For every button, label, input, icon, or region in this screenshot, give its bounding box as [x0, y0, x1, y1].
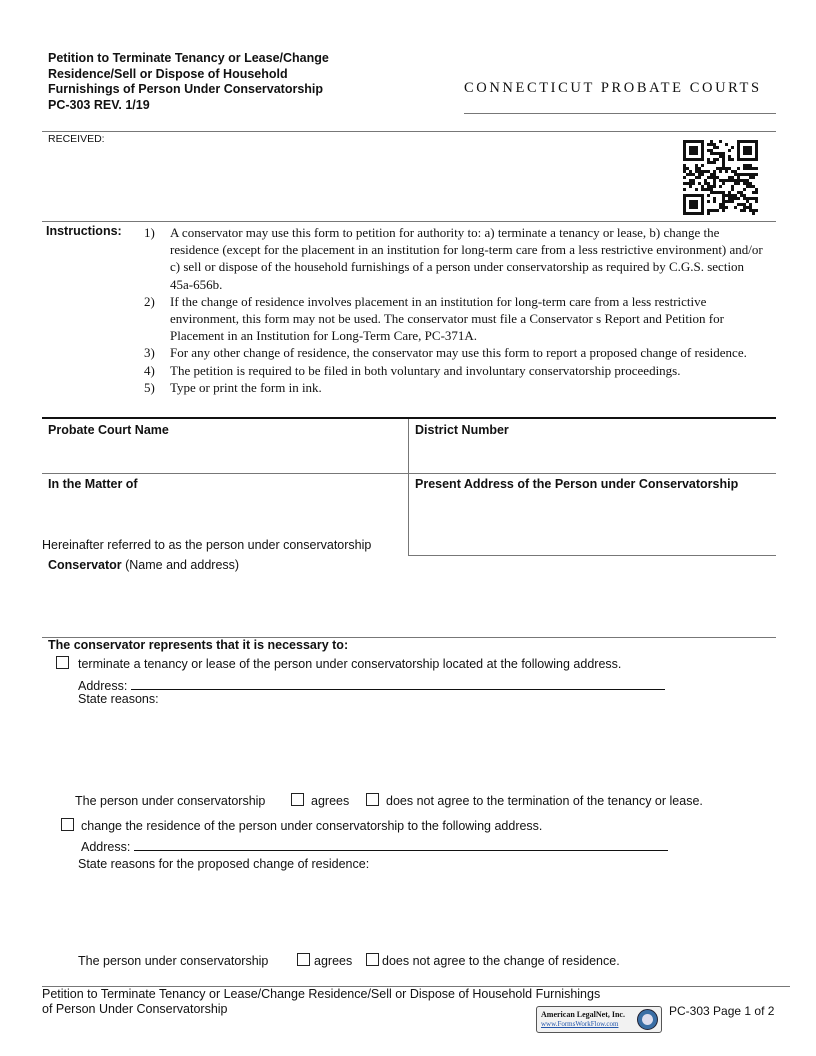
badge-url[interactable]: www.FormsWorkFlow.com	[541, 1020, 619, 1028]
instruction-item: 2) If the change of residence involves placement in an institution for long-term care from a less restrictive environment, this form may not be used. The conservator must file a Conservator s Report and Petition for Placement in an Institution for Long-Term Care, PC-371A.	[144, 293, 724, 344]
tenancy-agrees-checkbox[interactable]	[291, 793, 304, 806]
change-residence-label: change the residence of the person under conservatorship to the following address.	[81, 819, 543, 833]
page-number: PC-303 Page 1 of 2	[669, 1004, 775, 1018]
row-rule	[42, 473, 776, 474]
title-line-1: Petition to Terminate Tenancy or Lease/Change	[48, 51, 329, 65]
conservator-label: Conservator (Name and address)	[48, 558, 240, 572]
instructions-top-rule	[42, 221, 776, 222]
residence-reasons-field[interactable]	[78, 873, 768, 945]
instruction-item: 1) A conservator may use this form to petition for authority to: a) terminate a tenancy or lease, b) change the residence (except for the placement in an institution for long-term care from a less restrictive environment) and/or c) sell or dispose of the household furnishings of a person under conservatorship as required by C.G.S. section 45a-656b.	[144, 225, 763, 292]
title-line-3: Furnishings of Person Under Conservatorship	[48, 82, 324, 96]
change-residence-checkbox[interactable]	[61, 818, 74, 831]
header-rule	[464, 113, 776, 114]
tenancy-address-label: Address:	[78, 679, 128, 693]
residence-reasons-label: State reasons for the proposed change of residence:	[78, 857, 370, 871]
footer-title-line-2: of Person Under Conservatorship	[42, 1002, 228, 1016]
present-address-label: Present Address of the Person under Conservatorship	[415, 477, 739, 491]
instruction-text: For any other change of residence, the conservator may use this form to report a proposed change of residence.	[170, 345, 747, 361]
residence-address-input[interactable]	[134, 838, 668, 851]
tenancy-reasons-label: State reasons:	[78, 692, 159, 706]
residence-not-agree-label: does not agree to the change of residence.	[382, 954, 620, 968]
title-line-2: Residence/Sell or Dispose of Household	[48, 66, 288, 81]
row-rule	[408, 555, 776, 556]
conservator-field[interactable]	[48, 575, 768, 630]
badge-name: American LegalNet, Inc.	[541, 1010, 625, 1019]
residence-address-row	[81, 838, 668, 854]
qr-code-icon	[683, 140, 758, 215]
residence-address-label: Address:	[81, 840, 131, 854]
tenancy-not-agree-label: does not agree to the termination of the tenancy or lease.	[386, 794, 703, 808]
tenancy-agrees-label: agrees	[311, 794, 350, 808]
instruction-item: 4) The petition is required to be filed in both voluntary and involuntary conservatorship proceedings.	[144, 362, 681, 378]
instructions-list	[144, 224, 768, 396]
present-address-field[interactable]	[415, 494, 770, 550]
instruction-text: A conservator may use this form to petition for authority to: a) terminate a tenancy or lease, b) change the residence (except for the placement in an institution for long-term care from a less restrictive environment) and/or c) sell or dispose of the household furnishings of a person under conservatorship as required by C.G.S. section 45a-656b.	[170, 225, 763, 292]
court-name: CONNECTICUT PROBATE COURTS	[464, 80, 762, 96]
probate-court-name-label: Probate Court Name	[48, 423, 169, 437]
instruction-item: 5) Type or print the form in ink.	[144, 379, 322, 395]
residence-not-agree-checkbox[interactable]	[366, 953, 379, 966]
district-number-label: District Number	[415, 423, 509, 437]
american-legalnet-badge[interactable]	[536, 1006, 662, 1033]
instruction-text: The petition is required to be filed in both voluntary and involuntary conservatorship proceedings.	[170, 362, 681, 378]
tenancy-address-input[interactable]	[131, 677, 665, 690]
in-the-matter-of-field[interactable]	[48, 494, 400, 534]
residence-agree-prefix: The person under conservatorship	[78, 954, 269, 968]
residence-agrees-label: agrees	[314, 954, 353, 968]
form-title	[48, 51, 378, 113]
hereinafter-text: Hereinafter referred to as the person under conservatorship	[42, 538, 372, 552]
footer-title-line-1: Petition to Terminate Tenancy or Lease/Change Residence/Sell or Dispose of Household Furnishings	[42, 987, 601, 1001]
form-revision: PC-303 REV. 1/19	[48, 97, 150, 112]
probate-court-name-field[interactable]	[48, 440, 400, 470]
instruction-text: Type or print the form in ink.	[170, 379, 322, 395]
residence-agrees-checkbox[interactable]	[297, 953, 310, 966]
instruction-text: If the change of residence involves placement in an institution for long-term care from a less restrictive environment, this form may not be used. The conservator must file a Conservator s Report and Petition for Placement in an Institution for Long-Term Care, PC-371A.	[170, 293, 724, 344]
column-divider	[408, 419, 409, 555]
instructions-label: Instructions:	[46, 224, 122, 238]
received-top-rule	[42, 131, 776, 132]
tenancy-agree-prefix: The person under conservatorship	[75, 794, 266, 808]
represents-heading: The conservator represents that it is necessary to:	[48, 638, 349, 652]
tenancy-address-row	[78, 677, 665, 693]
instruction-item: 3) For any other change of residence, the conservator may use this form to report a proposed change of residence.	[144, 345, 747, 361]
in-the-matter-of-label: In the Matter of	[48, 477, 138, 491]
tenancy-reasons-field[interactable]	[78, 708, 768, 788]
terminate-tenancy-label: terminate a tenancy or lease of the person under conservatorship located at the following address.	[78, 657, 622, 671]
tenancy-not-agree-checkbox[interactable]	[366, 793, 379, 806]
received-label: RECEIVED:	[48, 133, 105, 145]
terminate-tenancy-checkbox[interactable]	[56, 656, 69, 669]
section-divider	[42, 417, 776, 419]
district-number-field[interactable]	[415, 440, 770, 470]
globe-logo-icon	[637, 1009, 658, 1030]
